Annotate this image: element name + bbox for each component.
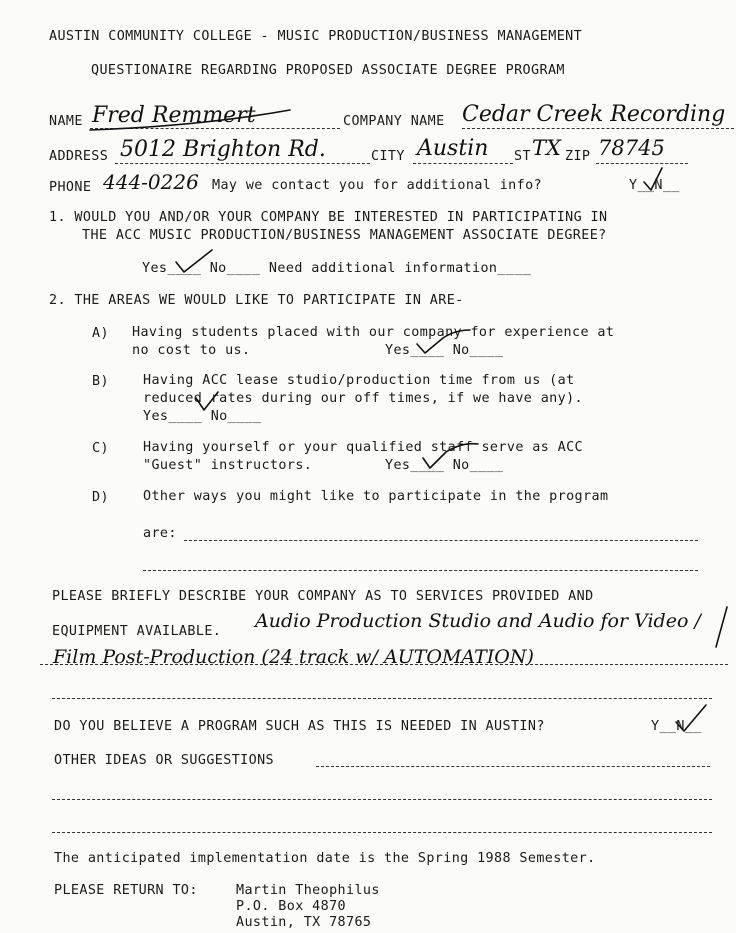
q2a-options[interactable]: Yes____ No____ — [385, 343, 504, 358]
need-yes-no[interactable]: Y__N__ — [651, 719, 702, 734]
checkmark-icon — [423, 444, 478, 468]
q2b-line2: reduced rates during our off times, if we have any). — [143, 391, 584, 406]
company-label: COMPANY NAME — [343, 114, 445, 129]
q2b-options[interactable]: Yes____ No____ — [143, 409, 262, 424]
pen-stroke-icon — [90, 110, 290, 130]
need-question: DO YOU BELIEVE A PROGRAM SUCH AS THIS IS NEEDED IN AUSTIN? — [54, 719, 545, 734]
q2c-line1: Having yourself or your qualified staff serve as ACC — [143, 440, 584, 455]
q2d-line2: are: — [143, 526, 177, 541]
q2c-options[interactable]: Yes____ No____ — [385, 458, 504, 473]
q2a-line2: no cost to us. — [132, 343, 251, 358]
q2b-line1: Having ACC lease studio/production time from us (at — [143, 373, 575, 388]
checkmark-icon — [644, 168, 662, 190]
q2c-line2: "Guest" instructors. — [143, 458, 313, 473]
form-title: AUSTIN COMMUNITY COLLEGE - MUSIC PRODUCTION/BUSINESS MANAGEMENT — [49, 29, 583, 44]
q2-intro: 2. THE AREAS WE WOULD LIKE TO PARTICIPATE IN ARE- — [49, 293, 464, 308]
contact-question: May we contact you for additional info? — [212, 178, 543, 193]
address-label: ADDRESS — [49, 149, 109, 164]
q2d-letter: D) — [92, 490, 109, 505]
q2a-line1: Having students placed with our company for experience at — [132, 325, 615, 340]
other-ideas-label: OTHER IDEAS OR SUGGESTIONS — [54, 753, 275, 768]
checkmark-icon — [176, 250, 212, 272]
state-field[interactable]: TX — [532, 136, 561, 160]
checkmark-icon — [417, 330, 470, 353]
return-label: PLEASE RETURN TO: — [54, 883, 198, 898]
q2a-letter: A) — [92, 326, 109, 341]
return-name: Martin Theophilus — [236, 883, 380, 898]
q1-line1: 1. WOULD YOU AND/OR YOUR COMPANY BE INTERESTED IN PARTICIPATING IN — [49, 210, 608, 225]
pen-stroke-icon — [716, 607, 727, 647]
q1-line2: THE ACC MUSIC PRODUCTION/BUSINESS MANAGEMENT ASSOCIATE DEGREE? — [82, 228, 607, 243]
name-label: NAME — [49, 114, 83, 129]
q2c-letter: C) — [92, 441, 109, 456]
implementation-date: The anticipated implementation date is the Spring 1988 Semester. — [54, 851, 596, 866]
company-field[interactable]: Cedar Creek Recording — [462, 102, 726, 127]
city-field[interactable]: Austin — [417, 136, 489, 161]
contact-yes-no[interactable]: Y__N__ — [629, 178, 680, 193]
phone-field[interactable]: 444-0226 — [103, 170, 199, 194]
q2d-line1: Other ways you might like to participate in the program — [143, 489, 609, 504]
describe-line1: PLEASE BRIEFLY DESCRIBE YOUR COMPANY AS TO SERVICES PROVIDED AND — [52, 589, 594, 604]
phone-label: PHONE — [49, 180, 92, 195]
zip-label: ZIP — [565, 149, 591, 164]
describe-answer-line2[interactable]: Film Post-Production (24 track w/ AUTOMATION) — [53, 646, 534, 668]
city-label: CITY — [371, 149, 405, 164]
return-box: P.O. Box 4870 — [236, 899, 347, 914]
q2b-letter: B) — [92, 374, 109, 389]
address-field[interactable]: 5012 Brighton Rd. — [120, 137, 326, 162]
checkmark-icon — [196, 392, 218, 410]
checkmark-icon — [676, 705, 706, 731]
state-label: ST — [514, 149, 531, 164]
describe-line2-label: EQUIPMENT AVAILABLE. — [52, 624, 222, 639]
return-city: Austin, TX 78765 — [236, 915, 372, 930]
q1-options[interactable]: Yes____ No____ Need additional information____ — [142, 261, 532, 276]
zip-field[interactable]: 78745 — [598, 136, 665, 160]
describe-answer-line1[interactable]: Audio Production Studio and Audio for Video / — [255, 610, 701, 632]
form-subtitle: QUESTIONAIRE REGARDING PROPOSED ASSOCIATE DEGREE PROGRAM — [91, 63, 565, 78]
name-field[interactable]: Fred Remmert — [92, 103, 256, 128]
